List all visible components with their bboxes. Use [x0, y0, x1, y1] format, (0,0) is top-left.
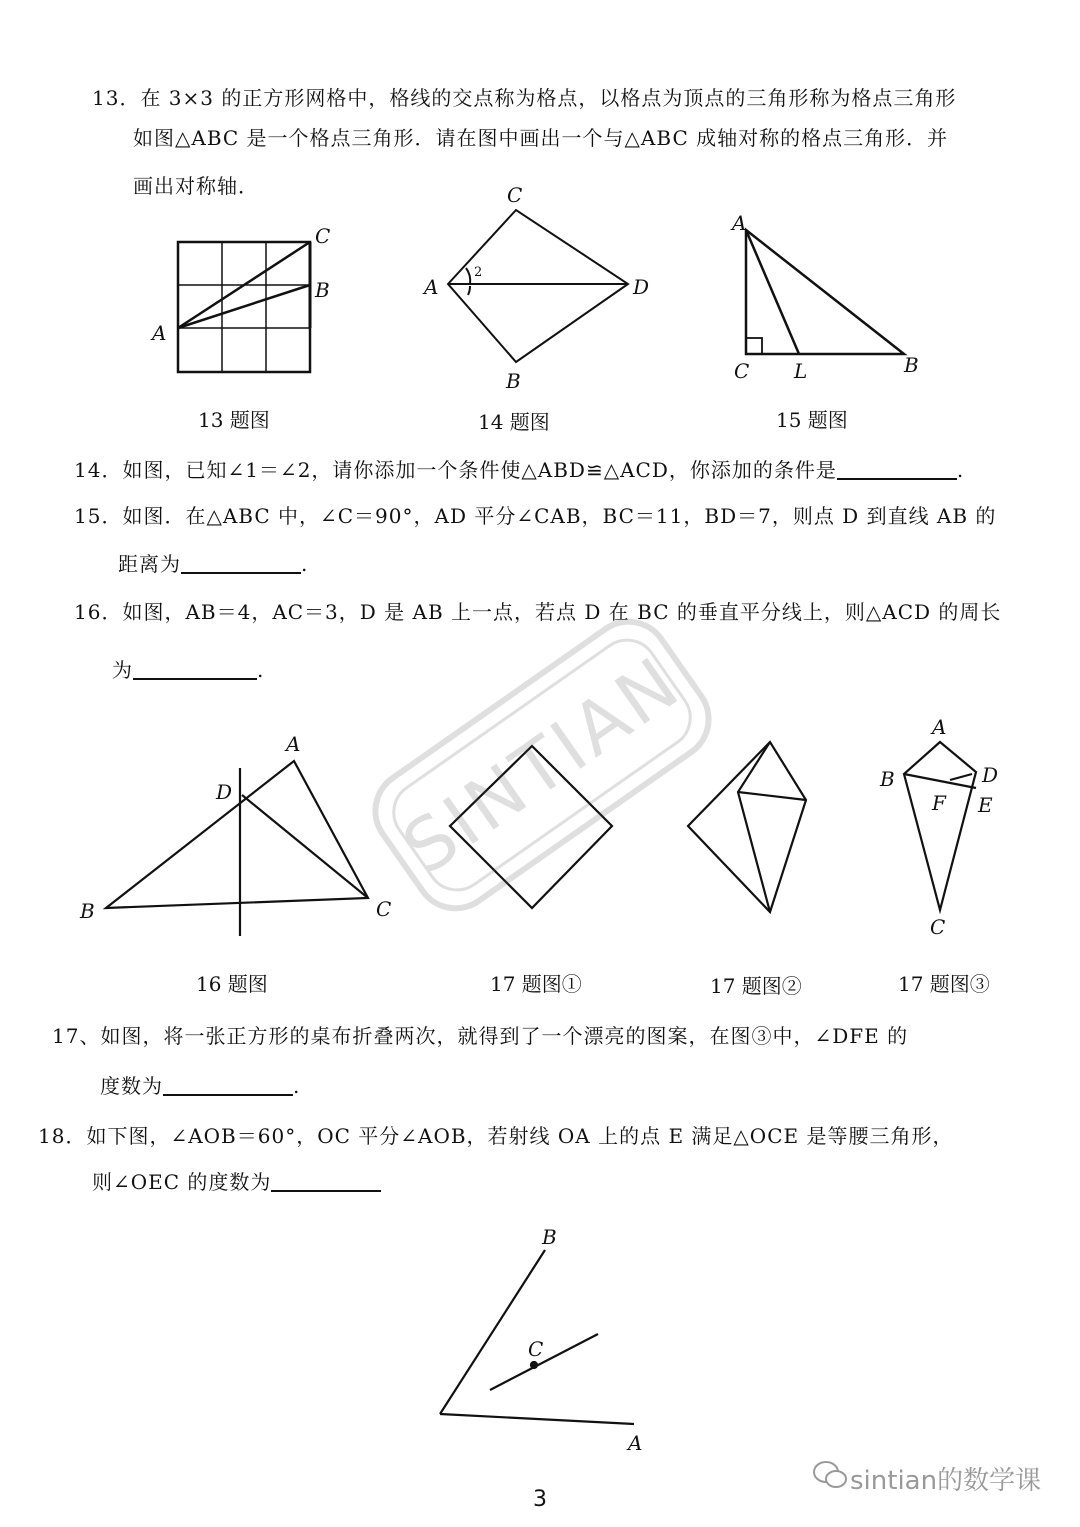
caption-15: 15 题图 — [776, 408, 848, 432]
f14-label-d: D — [633, 275, 650, 299]
f15-label-c: C — [734, 359, 750, 383]
f17-label-d: D — [982, 763, 999, 787]
q17-line2: 度数为 . — [100, 1074, 301, 1098]
figure-14 — [448, 210, 628, 362]
f17-label-c: C — [930, 915, 946, 939]
f13-label-a: A — [152, 321, 167, 345]
q18-line2: 则∠OEC 的度数为 — [92, 1166, 381, 1195]
f17-label-e: E — [978, 793, 993, 817]
f15-label-b: B — [904, 353, 919, 377]
figure-15 — [746, 230, 904, 354]
f17-label-a: A — [932, 715, 947, 739]
caption-17-2: 17 题图② — [710, 974, 802, 998]
f15-label-a: A — [732, 211, 747, 235]
q13-line3: 画出对称轴． — [133, 174, 259, 198]
figure-16 — [106, 761, 368, 936]
caption-16: 16 题图 — [196, 972, 268, 996]
f14-label-c: C — [507, 183, 523, 207]
q16-line2: 为 . — [112, 658, 265, 682]
caption-17-3: 17 题图③ — [898, 972, 990, 996]
q13-line2: 如图△ABC 是一个格点三角形．请在图中画出一个与△ABC 成轴对称的格点三角形．并 — [133, 126, 949, 150]
q18-line1: 18．如下图，∠AOB＝60°，OC 平分∠AOB，若射线 OA 上的点 E 满足△OCE 是等腰三角形， — [38, 1124, 954, 1148]
page-number: 3 — [533, 1487, 547, 1512]
figure-17-3 — [904, 742, 976, 910]
f16-label-b: B — [80, 899, 95, 923]
watermark-text: SINTIAN — [388, 639, 696, 891]
f13-label-c: C — [315, 224, 331, 248]
f18-label-b: B — [542, 1225, 557, 1249]
watermark — [332, 580, 752, 950]
f17-label-b: B — [880, 767, 895, 791]
f14-angle-label: 2 — [474, 265, 483, 280]
caption-13: 13 题图 — [198, 408, 270, 432]
f16-label-a: A — [286, 732, 301, 756]
f14-label-a: A — [424, 275, 439, 299]
f14-label-b: B — [506, 369, 521, 393]
f16-label-d: D — [216, 780, 233, 804]
f13-label-b: B — [315, 278, 330, 302]
f17-label-f: F — [932, 791, 946, 815]
f16-label-c: C — [376, 897, 392, 921]
figure-13 — [178, 242, 310, 372]
q15-line1: 15．如图．在△ABC 中，∠C＝90°，AD 平分∠CAB，BC＝11，BD＝7，则点 D 到直线 AB 的 — [74, 504, 997, 528]
wechat-icon — [812, 1460, 848, 1490]
q14-line: 14．如图，已知∠1＝∠2，请你添加一个条件使△ABD≌△ACD，你添加的条件是 . — [74, 458, 965, 482]
q17-line1: 17、如图，将一张正方形的桌布折叠两次，就得到了一个漂亮的图案，在图③中，∠DFE 的 — [52, 1024, 909, 1048]
f18-label-c: C — [528, 1337, 544, 1361]
caption-17-1: 17 题图① — [490, 972, 582, 996]
f18-label-a: A — [628, 1431, 643, 1455]
caption-14: 14 题图 — [478, 410, 550, 434]
brand-label: sintian的数学课 — [850, 1466, 1042, 1496]
f15-label-l: L — [794, 359, 808, 383]
q15-line2: 距离为 . — [118, 552, 309, 576]
q13-line1: 13．在 3×3 的正方形网格中，格线的交点称为格点，以格点为顶点的三角形称为格点三角形 — [92, 86, 957, 110]
q16-line1: 16．如图，AB＝4，AC＝3，D 是 AB 上一点，若点 D 在 BC 的垂直平分线上，则△ACD 的周长 — [74, 600, 1002, 624]
